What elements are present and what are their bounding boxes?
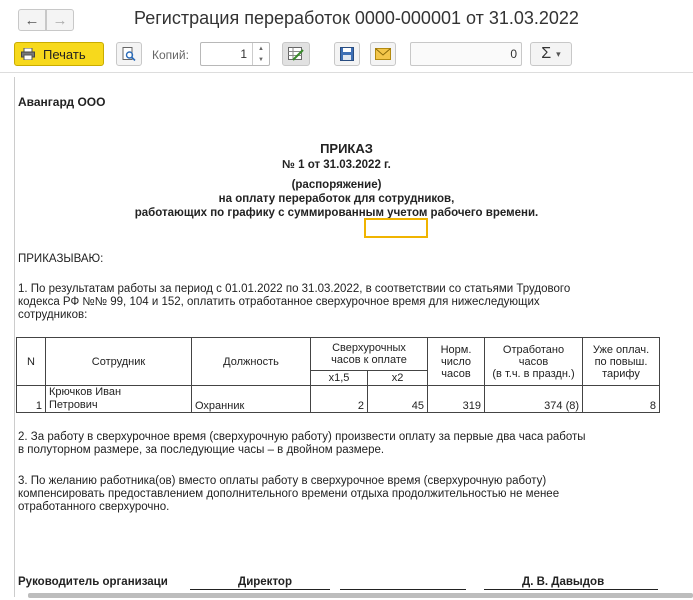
order-purpose-line2: работающих по графику с суммированным учетом рабочего времени. [134, 207, 539, 219]
header-overtime: Сверхурочных часов к оплате [311, 338, 428, 371]
active-cell[interactable] [364, 218, 428, 238]
order-word: ПРИКАЗЫВАЮ: [18, 253, 104, 265]
sum-mode-button[interactable] [530, 42, 572, 66]
header-worked: Отработано часов (в т.ч. в праздн.) [485, 338, 583, 386]
send-email-button[interactable] [370, 42, 396, 66]
edit-table-icon [288, 47, 304, 61]
table-header-row [17, 338, 660, 371]
preview-button[interactable] [116, 42, 142, 66]
header-position: Должность [192, 338, 311, 386]
header-x15: x1,5 [311, 371, 368, 386]
printer-icon [21, 48, 35, 60]
signature-role: Руководитель организаци [18, 576, 168, 588]
order-kind: (распоряжение) [291, 179, 382, 191]
cell-employee: Крючков Иван Петрович [46, 386, 192, 413]
paragraph3-line1: 3. По желанию работника(ов) вместо оплаты работу в сверхурочное время (сверхурочную работу) [18, 475, 547, 487]
cell-position: Охранник [192, 386, 311, 413]
order-purpose-line1: на оплату переработок для сотрудников, [218, 193, 455, 205]
paragraph3-line3: отработанного сверхурочно. [18, 501, 170, 513]
envelope-icon [375, 48, 391, 60]
table-row [17, 386, 660, 413]
signature-underline [340, 589, 466, 590]
cell-worked: 374 (8) [485, 386, 583, 413]
paragraph2-line1: 2. За работу в сверхурочное время (сверхурочную работу) произвести оплату за первые два часа работы [18, 431, 586, 443]
chevron-down-icon: ▾ [556, 48, 561, 59]
header-x2: x2 [368, 371, 428, 386]
spreadsheet-document[interactable] [0, 72, 693, 600]
arrow-left-icon: ← [24, 11, 40, 29]
signature-underline [484, 589, 658, 590]
forward-button[interactable] [46, 9, 74, 31]
order-number: № 1 от 31.03.2022 г. [282, 159, 391, 171]
order-heading: ПРИКАЗ [320, 141, 373, 156]
cell-n: 1 [17, 386, 46, 413]
save-button[interactable] [334, 42, 360, 66]
signature-name: Д. В. Давыдов [522, 576, 605, 588]
header-paid: Уже оплач. по повыш. тарифу [583, 338, 660, 386]
title-bar [0, 0, 693, 38]
paragraph2-line2: в полуторном размере, за последующие часы – в двойном размере. [18, 444, 385, 456]
print-label: Печать [43, 46, 86, 62]
header-norm: Норм. число часов [428, 338, 485, 386]
paragraph1-line3: сотрудников: [18, 309, 88, 321]
print-button[interactable] [14, 42, 104, 66]
copies-stepper[interactable]: ▲ ▼ [252, 43, 269, 65]
cell-x2: 45 [368, 386, 428, 413]
overtime-table [16, 337, 660, 413]
back-button[interactable] [18, 9, 46, 31]
signature-position: Директор [238, 576, 292, 588]
cell-x15: 2 [311, 386, 368, 413]
signature-underline [190, 589, 330, 590]
floppy-disk-icon [340, 47, 354, 61]
cell-norm: 319 [428, 386, 485, 413]
preview-icon [122, 47, 136, 61]
header-employee: Сотрудник [46, 338, 192, 386]
paragraph1-line1: 1. По результатам работы за период с 01.01.2022 по 31.03.2022, в соответствии со статьями Трудового [18, 283, 571, 295]
toolbar [0, 38, 693, 72]
copies-input[interactable] [200, 42, 270, 66]
sum-field[interactable] [410, 42, 522, 66]
horizontal-scrollbar[interactable] [28, 593, 693, 598]
edit-mode-button[interactable] [282, 42, 310, 66]
sum-value: 0 [510, 47, 517, 61]
header-n: N [17, 338, 46, 386]
paragraph3-line2: компенсировать предоставлением дополнительного времени отдыха продолжительностью не менее [18, 488, 560, 500]
copies-label: Копий: [152, 48, 189, 62]
window-title: Регистрация переработок 0000-000001 от 31.03.2022 [134, 8, 579, 28]
paragraph1-line2: кодекса РФ №№ 99, 104 и 152, оплатить отработанное сверхурочное время для нижеследующих [18, 296, 540, 308]
copies-value: 1 [240, 47, 247, 61]
sigma-icon: Σ [541, 45, 552, 62]
organization-name: Авангард ООО [18, 95, 106, 109]
cell-paid: 8 [583, 386, 660, 413]
arrow-right-icon: → [52, 11, 68, 29]
